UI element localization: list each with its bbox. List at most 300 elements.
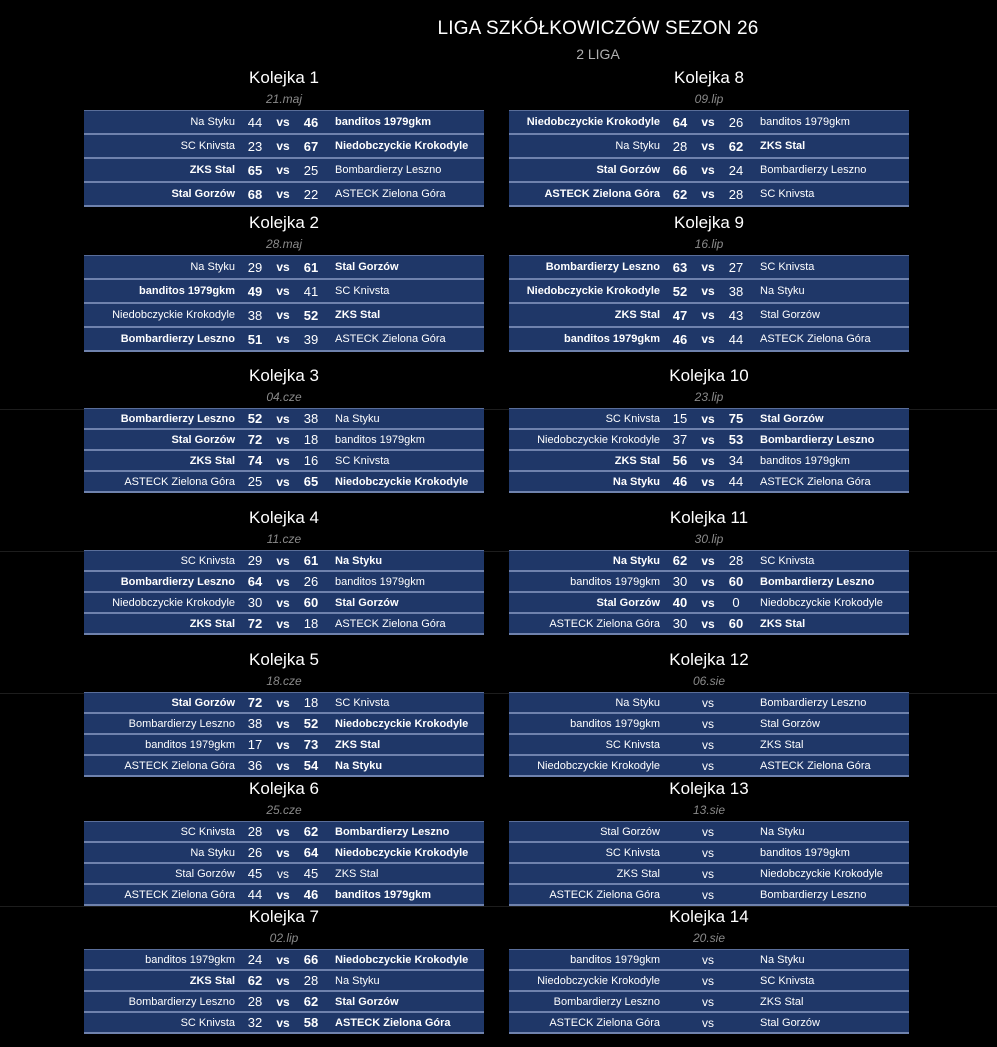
page-title: LIGA SZKÓŁKOWICZÓW SEZON 26 xyxy=(437,18,759,39)
away-team: banditos 1979gkm xyxy=(335,116,431,128)
match-row xyxy=(84,430,484,451)
match-table xyxy=(509,255,909,352)
home-team: SC Knivsta xyxy=(605,738,660,751)
home-team: SC Knivsta xyxy=(605,412,660,425)
away-team: Bombardierzy Leszno xyxy=(335,825,450,838)
match-row xyxy=(509,183,909,207)
away-team: banditos 1979gkm xyxy=(760,116,850,128)
home-score: 74 xyxy=(247,453,263,468)
away-team: ZKS Stal xyxy=(335,738,381,751)
away-team: Niedobczyckie Krokodyle xyxy=(760,596,883,609)
home-score: 23 xyxy=(247,138,263,154)
away-score: 38 xyxy=(303,411,319,426)
home-team: SC Knivsta xyxy=(180,1016,235,1029)
home-score: 62 xyxy=(672,553,688,568)
away-team: Stal Gorzów xyxy=(760,1016,820,1029)
vs-label: vs xyxy=(276,139,290,153)
match-row xyxy=(84,822,484,843)
home-team: Niedobczyckie Krokodyle xyxy=(537,974,660,987)
round-date: 21.maj xyxy=(265,92,303,106)
match-row xyxy=(84,409,484,430)
home-team: Bombardierzy Leszno xyxy=(128,995,235,1008)
match-row xyxy=(509,593,909,614)
away-team: SC Knivsta xyxy=(760,554,815,567)
round-date: 06.sie xyxy=(692,674,726,688)
away-score: 26 xyxy=(303,574,319,589)
home-team: Stal Gorzów xyxy=(171,696,235,709)
round-block xyxy=(84,211,484,352)
round-block xyxy=(84,364,484,493)
round-date: 30.lip xyxy=(694,532,724,546)
round-title: Kolejka 8 xyxy=(674,68,744,87)
home-team: Na Styku xyxy=(190,261,235,273)
home-team: ASTECK Zielona Góra xyxy=(124,475,235,488)
away-team: Na Styku xyxy=(760,953,805,966)
vs-label: vs xyxy=(701,595,715,610)
home-team: Na Styku xyxy=(190,116,235,128)
home-team: ZKS Stal xyxy=(616,867,660,880)
round-date: 02.lip xyxy=(269,931,299,945)
vs-label: vs xyxy=(276,432,290,447)
away-team: Stal Gorzów xyxy=(760,412,824,425)
away-team: Niedobczyckie Krokodyle xyxy=(335,846,469,859)
home-team: ASTECK Zielona Góra xyxy=(549,888,660,901)
match-table xyxy=(509,110,909,207)
match-row xyxy=(84,451,484,472)
home-team: Bombardierzy Leszno xyxy=(120,412,235,425)
away-team: Niedobczyckie Krokodyle xyxy=(335,953,469,966)
vs-label: vs xyxy=(276,824,290,839)
vs-label: vs xyxy=(276,187,290,201)
round-title: Kolejka 6 xyxy=(249,779,319,798)
round-block xyxy=(509,506,909,635)
home-score: 38 xyxy=(247,716,263,731)
match-row xyxy=(509,430,909,451)
match-row xyxy=(84,885,484,906)
vs-label: vs xyxy=(276,163,290,177)
match-row xyxy=(509,885,909,906)
match-row xyxy=(509,843,909,864)
match-row xyxy=(509,135,909,159)
match-table xyxy=(509,949,909,1034)
away-score: 62 xyxy=(303,824,319,839)
vs-label: vs xyxy=(276,595,290,610)
vs-label: vs xyxy=(701,411,715,426)
away-team: SC Knivsta xyxy=(335,454,390,467)
vs-label: vs xyxy=(701,616,715,631)
away-score: 45 xyxy=(303,866,319,881)
home-score: 15 xyxy=(672,411,688,426)
away-team: Niedobczyckie Krokodyle xyxy=(760,867,883,880)
home-score: 72 xyxy=(247,695,263,710)
away-team: SC Knivsta xyxy=(335,696,390,709)
home-team: banditos 1979gkm xyxy=(145,953,235,966)
round-block xyxy=(509,905,909,1034)
match-row xyxy=(84,328,484,352)
round-block xyxy=(84,66,484,207)
vs-label: vs xyxy=(701,284,715,298)
home-score: 28 xyxy=(672,138,688,154)
away-team: Stal Gorzów xyxy=(760,717,820,730)
away-team: Na Styku xyxy=(335,974,380,987)
match-row xyxy=(84,693,484,714)
away-team: ASTECK Zielona Góra xyxy=(760,475,871,488)
vs-label: vs xyxy=(702,973,714,988)
home-score: 38 xyxy=(247,307,263,323)
vs-label: vs xyxy=(701,308,715,322)
away-team: ASTECK Zielona Góra xyxy=(760,333,871,345)
round-title: Kolejka 7 xyxy=(249,907,319,926)
match-row xyxy=(84,183,484,207)
vs-label: vs xyxy=(276,115,290,129)
home-team: ASTECK Zielona Góra xyxy=(124,759,235,772)
away-team: banditos 1979gkm xyxy=(335,575,425,588)
away-score: 60 xyxy=(728,574,744,589)
home-team: ZKS Stal xyxy=(189,454,235,467)
home-team: ASTECK Zielona Góra xyxy=(549,1016,660,1029)
vs-label: vs xyxy=(702,1015,714,1030)
away-score: 52 xyxy=(303,716,319,731)
home-team: banditos 1979gkm xyxy=(570,575,660,588)
match-row xyxy=(509,111,909,135)
vs-label: vs xyxy=(702,716,714,731)
vs-label: vs xyxy=(701,574,715,589)
away-team: Na Styku xyxy=(335,759,383,772)
vs-label: vs xyxy=(701,553,715,568)
round-block xyxy=(509,66,909,207)
away-team: ASTECK Zielona Góra xyxy=(760,759,871,772)
home-team: Bombardierzy Leszno xyxy=(120,333,235,345)
home-score: 52 xyxy=(672,283,688,299)
vs-label: vs xyxy=(702,695,714,710)
vs-label: vs xyxy=(276,737,290,752)
home-team: Na Styku xyxy=(190,846,235,859)
round-title: Kolejka 12 xyxy=(669,650,749,669)
match-table xyxy=(84,692,484,777)
vs-label: vs xyxy=(276,952,290,967)
away-score: 75 xyxy=(728,411,744,426)
away-score: 66 xyxy=(303,952,319,967)
home-score: 24 xyxy=(247,952,263,967)
away-score: 65 xyxy=(303,474,319,489)
home-score: 66 xyxy=(672,162,688,178)
away-team: SC Knivsta xyxy=(760,261,815,273)
away-score: 28 xyxy=(728,186,744,202)
vs-label: vs xyxy=(702,994,714,1009)
match-table xyxy=(509,408,909,493)
match-row xyxy=(509,159,909,183)
round-title: Kolejka 2 xyxy=(249,213,319,232)
home-team: Niedobczyckie Krokodyle xyxy=(537,433,660,446)
home-team: banditos 1979gkm xyxy=(564,333,660,345)
away-score: 28 xyxy=(303,973,319,988)
vs-label: vs xyxy=(702,845,714,860)
match-row xyxy=(509,864,909,885)
home-score: 64 xyxy=(247,574,263,589)
away-score: 73 xyxy=(303,737,319,752)
away-score: 60 xyxy=(303,595,319,610)
away-score: 18 xyxy=(303,616,319,631)
round-date: 04.cze xyxy=(266,390,302,404)
away-team: Na Styku xyxy=(760,285,805,297)
home-team: banditos 1979gkm xyxy=(139,285,235,297)
away-team: Niedobczyckie Krokodyle xyxy=(335,475,469,488)
home-team: Na Styku xyxy=(615,140,660,152)
match-table xyxy=(84,550,484,635)
away-score: 43 xyxy=(728,307,744,323)
away-score: 44 xyxy=(728,474,744,489)
round-title: Kolejka 9 xyxy=(674,213,744,232)
vs-label: vs xyxy=(276,845,290,860)
match-row xyxy=(84,735,484,756)
match-row xyxy=(84,135,484,159)
match-row xyxy=(509,256,909,280)
away-score: 25 xyxy=(303,162,319,178)
away-team: Bombardierzy Leszno xyxy=(760,575,875,588)
away-team: ZKS Stal xyxy=(760,140,806,152)
round-block xyxy=(84,905,484,1034)
home-team: Bombardierzy Leszno xyxy=(553,995,660,1008)
match-table xyxy=(509,550,909,635)
away-team: Bombardierzy Leszno xyxy=(760,164,867,176)
home-score: 64 xyxy=(672,114,688,130)
round-block xyxy=(84,777,484,906)
vs-label: vs xyxy=(702,952,714,967)
away-score: 67 xyxy=(303,138,319,154)
round-block xyxy=(509,777,909,906)
home-team: ASTECK Zielona Góra xyxy=(124,888,235,901)
round-block xyxy=(509,364,909,493)
match-row xyxy=(509,992,909,1013)
vs-label: vs xyxy=(701,260,715,274)
vs-label: vs xyxy=(276,308,290,322)
home-score: 65 xyxy=(247,162,263,178)
home-score: 29 xyxy=(247,553,263,568)
home-score: 68 xyxy=(247,186,263,202)
home-team: banditos 1979gkm xyxy=(570,953,660,966)
vs-label: vs xyxy=(701,474,715,489)
home-team: SC Knivsta xyxy=(180,554,235,567)
home-score: 46 xyxy=(672,331,688,347)
home-score: 28 xyxy=(247,824,263,839)
home-team: Stal Gorzów xyxy=(171,188,235,200)
vs-label: vs xyxy=(701,163,715,177)
match-table xyxy=(84,408,484,493)
round-date: 11.cze xyxy=(266,532,302,546)
vs-label: vs xyxy=(702,737,714,752)
home-team: ZKS Stal xyxy=(189,164,235,176)
match-table xyxy=(84,821,484,906)
home-score: 36 xyxy=(247,758,263,773)
match-row xyxy=(509,614,909,635)
home-score: 17 xyxy=(247,737,263,752)
match-row xyxy=(84,256,484,280)
match-row xyxy=(509,304,909,328)
away-team: ZKS Stal xyxy=(760,738,804,751)
match-table xyxy=(84,110,484,207)
vs-label: vs xyxy=(701,115,715,129)
away-score: 60 xyxy=(728,616,744,631)
vs-label: vs xyxy=(276,716,290,731)
away-score: 64 xyxy=(303,845,319,860)
round-title: Kolejka 3 xyxy=(249,366,319,385)
vs-label: vs xyxy=(276,453,290,468)
match-row xyxy=(84,304,484,328)
vs-label: vs xyxy=(702,824,714,839)
away-score: 54 xyxy=(303,758,319,773)
vs-label: vs xyxy=(276,284,290,298)
vs-label: vs xyxy=(276,994,290,1009)
match-row xyxy=(84,864,484,885)
away-team: Bombardierzy Leszno xyxy=(760,696,867,709)
round-title: Kolejka 5 xyxy=(249,650,319,669)
match-row xyxy=(509,822,909,843)
vs-label: vs xyxy=(702,887,714,902)
match-row xyxy=(84,472,484,493)
match-row xyxy=(84,572,484,593)
away-score: 52 xyxy=(303,307,319,323)
match-row xyxy=(84,714,484,735)
round-date: 18.cze xyxy=(266,674,302,688)
home-team: banditos 1979gkm xyxy=(145,738,235,751)
home-team: Stal Gorzów xyxy=(175,867,235,880)
away-score: 44 xyxy=(728,331,744,347)
round-title: Kolejka 10 xyxy=(669,366,749,385)
away-team: Stal Gorzów xyxy=(335,261,399,273)
away-score: 38 xyxy=(728,283,744,299)
home-team: Bombardierzy Leszno xyxy=(545,261,660,273)
away-team: banditos 1979gkm xyxy=(760,454,850,467)
home-team: Na Styku xyxy=(612,554,660,567)
vs-label: vs xyxy=(276,758,290,773)
round-block xyxy=(84,506,484,635)
home-team: Na Styku xyxy=(615,696,660,709)
away-score: 24 xyxy=(728,162,744,178)
match-row xyxy=(509,451,909,472)
home-score: 44 xyxy=(247,114,263,130)
away-team: ZKS Stal xyxy=(335,309,381,321)
home-team: SC Knivsta xyxy=(605,846,660,859)
match-row xyxy=(84,971,484,992)
match-row xyxy=(509,1013,909,1034)
away-score: 34 xyxy=(728,453,744,468)
match-row xyxy=(84,551,484,572)
away-score: 53 xyxy=(728,432,744,447)
home-team: SC Knivsta xyxy=(180,825,235,838)
match-row xyxy=(84,593,484,614)
away-score: 0 xyxy=(732,595,740,610)
away-team: Bombardierzy Leszno xyxy=(760,888,867,901)
away-score: 62 xyxy=(303,994,319,1009)
away-score: 22 xyxy=(303,186,319,202)
vs-label: vs xyxy=(276,553,290,568)
away-team: ZKS Stal xyxy=(335,867,379,880)
home-team: ASTECK Zielona Góra xyxy=(544,188,660,200)
round-date: 20.sie xyxy=(692,931,726,945)
round-block xyxy=(509,211,909,352)
vs-label: vs xyxy=(702,758,714,773)
league-name: 2 LIGA xyxy=(576,46,620,62)
home-score: 44 xyxy=(247,887,263,902)
home-score: 30 xyxy=(672,616,688,631)
away-team: banditos 1979gkm xyxy=(335,433,425,446)
home-team: Na Styku xyxy=(612,475,660,488)
vs-label: vs xyxy=(276,332,290,346)
match-table xyxy=(509,692,909,777)
match-row xyxy=(84,1013,484,1034)
home-score: 40 xyxy=(672,595,688,610)
home-score: 47 xyxy=(672,307,688,323)
away-score: 46 xyxy=(303,114,319,130)
away-team: banditos 1979gkm xyxy=(760,846,850,859)
away-team: ASTECK Zielona Góra xyxy=(335,188,446,200)
match-row xyxy=(509,280,909,304)
round-date: 23.lip xyxy=(694,390,724,404)
home-team: ZKS Stal xyxy=(614,454,660,467)
vs-label: vs xyxy=(276,695,290,710)
home-score: 30 xyxy=(672,574,688,589)
home-score: 37 xyxy=(672,432,688,447)
away-team: banditos 1979gkm xyxy=(335,888,431,901)
away-score: 46 xyxy=(303,887,319,902)
away-score: 61 xyxy=(303,259,319,275)
vs-label: vs xyxy=(702,866,714,881)
home-team: Niedobczyckie Krokodyle xyxy=(526,116,660,128)
home-score: 52 xyxy=(247,411,263,426)
vs-label: vs xyxy=(276,260,290,274)
match-row xyxy=(509,756,909,777)
round-date: 28.maj xyxy=(265,237,303,251)
home-score: 63 xyxy=(672,259,688,275)
away-score: 39 xyxy=(303,331,319,347)
round-title: Kolejka 1 xyxy=(249,68,319,87)
away-team: ZKS Stal xyxy=(760,617,806,630)
home-score: 30 xyxy=(247,595,263,610)
home-team: Bombardierzy Leszno xyxy=(120,575,235,588)
home-score: 62 xyxy=(247,973,263,988)
round-date: 25.cze xyxy=(266,803,302,817)
away-team: Na Styku xyxy=(760,825,805,838)
away-team: Stal Gorzów xyxy=(335,995,399,1008)
vs-label: vs xyxy=(701,432,715,447)
home-score: 72 xyxy=(247,432,263,447)
match-table xyxy=(84,949,484,1034)
away-team: Bombardierzy Leszno xyxy=(760,433,875,446)
away-team: Bombardierzy Leszno xyxy=(335,164,442,176)
match-row xyxy=(84,111,484,135)
away-team: SC Knivsta xyxy=(760,188,815,200)
match-row xyxy=(84,280,484,304)
away-score: 28 xyxy=(728,553,744,568)
match-row xyxy=(84,843,484,864)
match-row xyxy=(509,735,909,756)
match-row xyxy=(84,614,484,635)
home-team: Niedobczyckie Krokodyle xyxy=(112,596,235,609)
away-team: ASTECK Zielona Góra xyxy=(335,333,446,345)
round-title: Kolejka 4 xyxy=(249,508,319,527)
away-score: 41 xyxy=(303,283,319,299)
home-team: Stal Gorzów xyxy=(600,825,660,838)
vs-label: vs xyxy=(276,1015,290,1030)
home-team: ZKS Stal xyxy=(189,974,235,987)
away-team: SC Knivsta xyxy=(760,974,815,987)
home-score: 46 xyxy=(672,474,688,489)
away-score: 16 xyxy=(303,453,319,468)
round-title: Kolejka 14 xyxy=(669,907,749,926)
vs-label: vs xyxy=(701,139,715,153)
match-row xyxy=(84,756,484,777)
match-row xyxy=(509,409,909,430)
